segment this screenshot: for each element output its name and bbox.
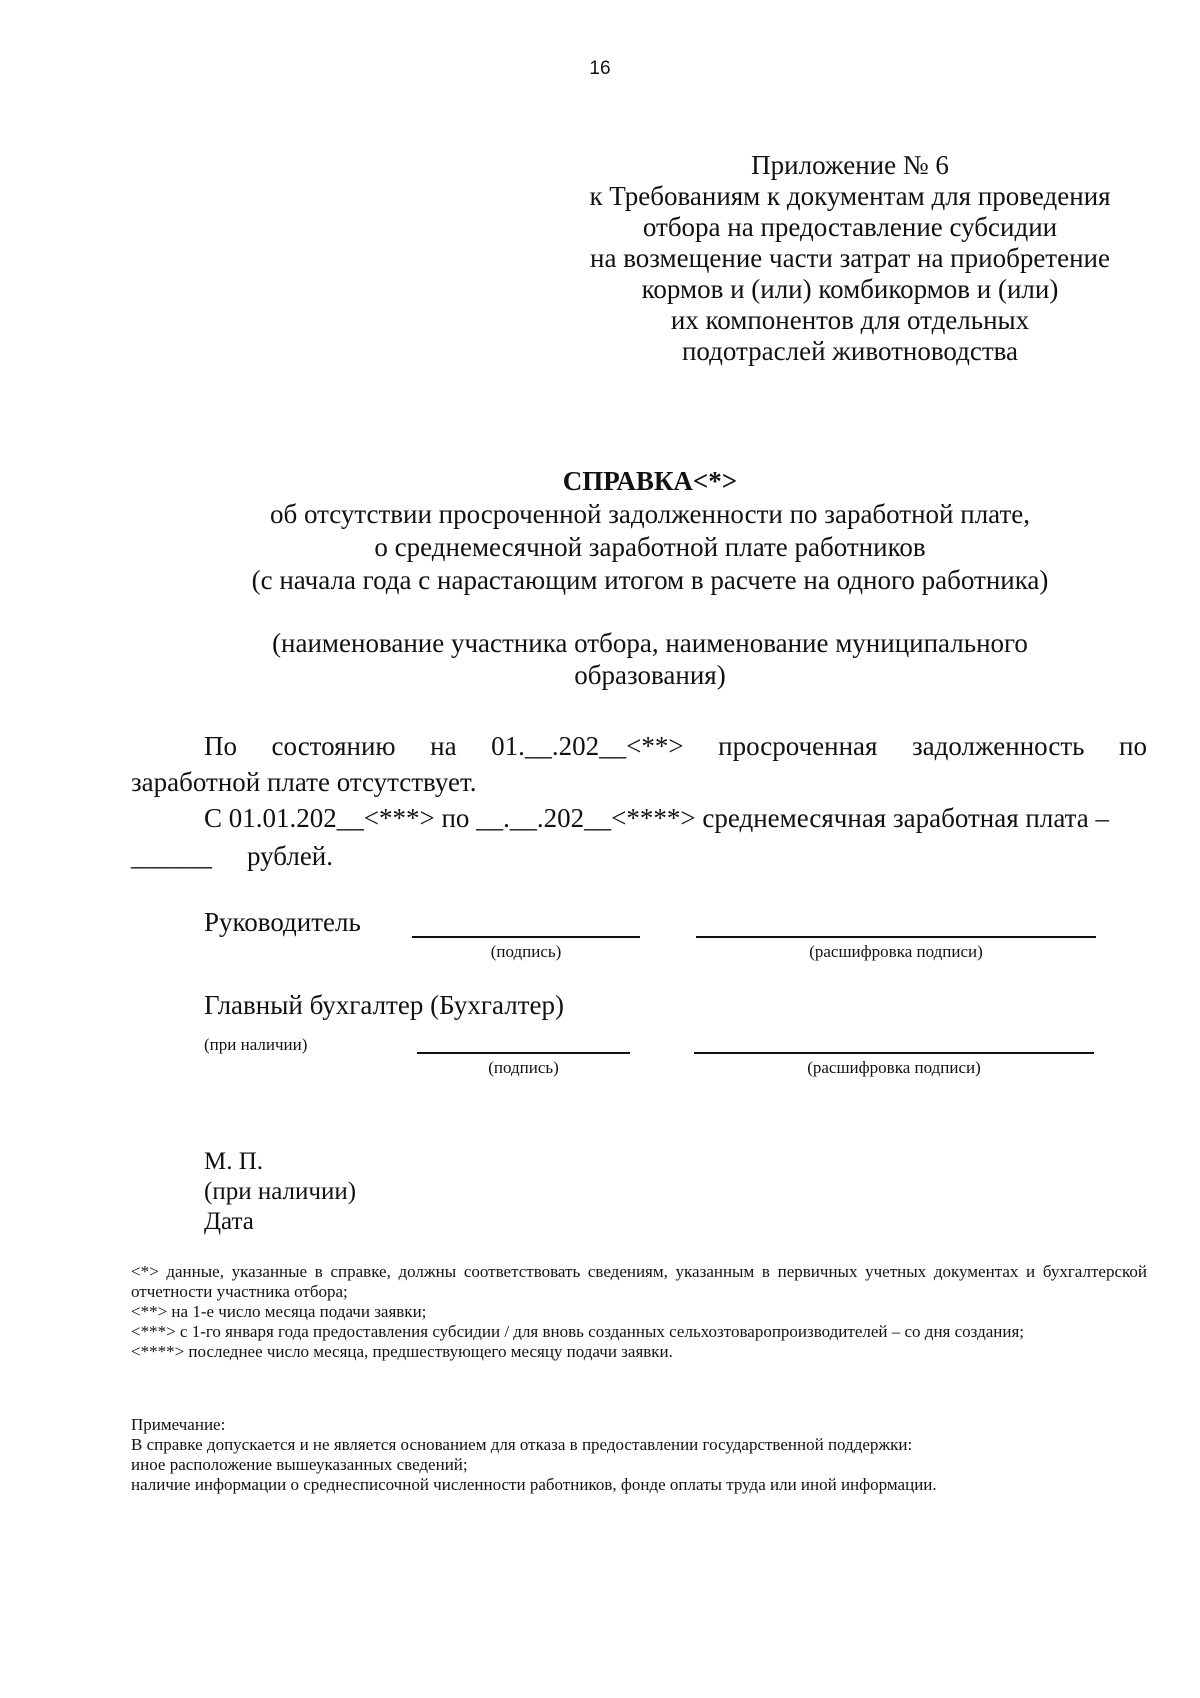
accountant-decode-line bbox=[694, 1052, 1094, 1054]
footnote: <****> последнее число месяца, предшествующего месяцу подачи заявки. bbox=[131, 1342, 673, 1361]
accountant-signature-caption: (подпись) bbox=[488, 1058, 559, 1077]
note-line: В справке допускается и не является основанием для отказа в предоставлении государственной поддержки: bbox=[131, 1435, 913, 1454]
paragraph-salary-line2: рублей. bbox=[247, 841, 334, 871]
title-line: о среднемесячной заработной плате работников bbox=[374, 532, 926, 562]
stamp-date: Дата bbox=[204, 1208, 254, 1235]
accountant-signature-line bbox=[417, 1052, 630, 1054]
footnote: <**> на 1-е число месяца подачи заявки; bbox=[131, 1302, 427, 1321]
title-line: (с начала года с нарастающим итогом в расчете на одного работника) bbox=[251, 565, 1049, 595]
page-number: 16 bbox=[589, 58, 611, 79]
footnote: <***> с 1-го января года предоставления субсидии / для вновь созданных сельхозтоваропроизводителей – со дня создания; bbox=[131, 1322, 1024, 1341]
paragraph-salary-line1: С 01.01.202__<***> по __.__.202__<****> среднемесячная заработная плата – bbox=[204, 803, 1109, 833]
footnotes bbox=[131, 1262, 1147, 1362]
appendix-line: Приложение № 6 bbox=[751, 150, 949, 180]
appendix-line: к Требованиям к документам для проведения bbox=[589, 181, 1111, 211]
head-decode-caption: (расшифровка подписи) bbox=[809, 942, 983, 961]
accountant-label: Главный бухгалтер (Бухгалтер) bbox=[204, 990, 564, 1020]
appendix-line: отбора на предоставление субсидии bbox=[642, 212, 1058, 242]
appendix-line: кормов и (или) комбикормов и (или) bbox=[641, 274, 1059, 304]
word: по bbox=[1119, 731, 1147, 761]
participant-caption bbox=[150, 627, 1150, 691]
accountant-decode-caption: (расшифровка подписи) bbox=[807, 1058, 981, 1077]
title-line: об отсутствии просроченной задолженности по заработной плате, bbox=[269, 499, 1030, 529]
stamp-block bbox=[204, 1147, 356, 1237]
accountant-note: (при наличии) bbox=[204, 1035, 308, 1054]
appendix-line: их компонентов для отдельных bbox=[670, 305, 1030, 335]
title-heading: СПРАВКА<*> bbox=[562, 466, 738, 496]
word: задолженность bbox=[911, 731, 1085, 761]
head-decode-line bbox=[696, 936, 1096, 938]
participant-line: (наименование участника отбора, наименование муниципального bbox=[272, 628, 1028, 658]
appendix-line: на возмещение части затрат на приобретение bbox=[590, 243, 1110, 273]
note-block bbox=[131, 1415, 1147, 1495]
word: По bbox=[204, 731, 237, 761]
note-line: иное расположение вышеуказанных сведений; bbox=[131, 1455, 468, 1474]
participant-line: образования) bbox=[574, 660, 726, 690]
word: 01.__.202__<**> bbox=[491, 731, 684, 761]
footnote: <*> данные, указанные в справке, должны соответствовать сведениям, указанным в первичных учетных документах и бухгалтерской отчетности участника отбора; bbox=[131, 1262, 1147, 1301]
word: просроченная bbox=[718, 731, 878, 761]
document-title bbox=[150, 465, 1150, 597]
head-signature-caption: (подпись) bbox=[490, 942, 562, 961]
word: состоянию bbox=[271, 731, 396, 761]
word: на bbox=[430, 731, 457, 761]
stamp-mp: М. П. bbox=[204, 1148, 264, 1175]
salary-blank: ______ bbox=[131, 841, 212, 871]
note-line: наличие информации о среднесписочной численности работников, фонде оплаты труда или иной информации. bbox=[131, 1475, 937, 1494]
head-label: Руководитель bbox=[204, 907, 361, 937]
paragraph-debt-line2: заработной плате отсутствует. bbox=[131, 767, 477, 797]
appendix-line: подотраслей животноводства bbox=[681, 336, 1019, 366]
note-title: Примечание: bbox=[131, 1415, 226, 1434]
head-signature-line bbox=[412, 936, 640, 938]
paragraph-debt-line1 bbox=[204, 728, 1147, 764]
appendix-header bbox=[580, 150, 1120, 367]
stamp-note: (при наличии) bbox=[204, 1178, 357, 1205]
